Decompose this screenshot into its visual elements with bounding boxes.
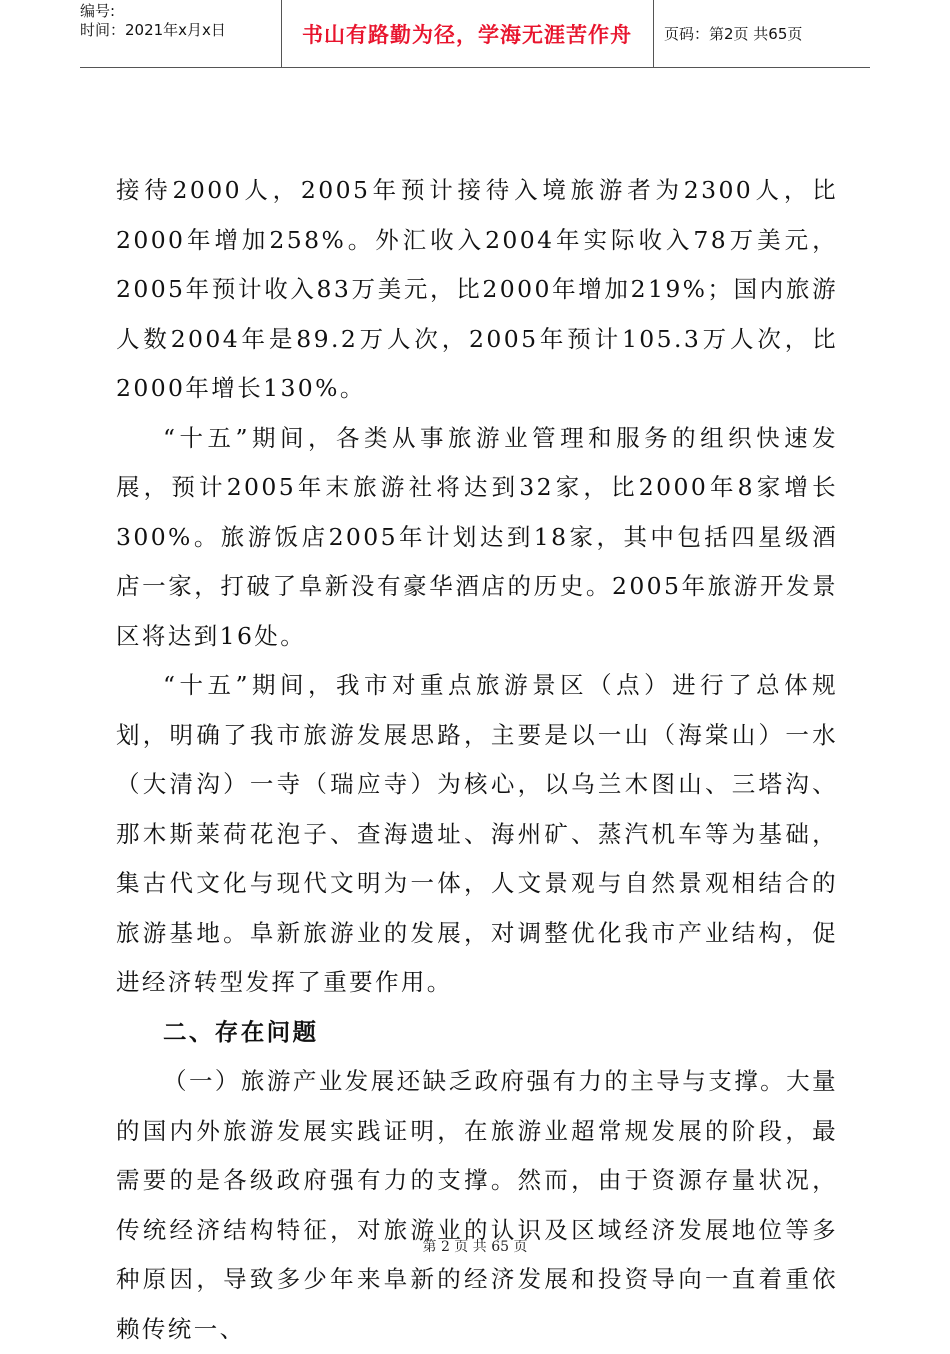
section-heading: 二、存在问题 — [163, 1017, 319, 1046]
page-footer: 第 2 页 共 65 页 — [422, 1239, 528, 1255]
body-paragraph-3: “十五”期间，我市对重点旅游景区（点）进行了总体规划，明确了我市旅游发展思路，主要是以一山（海棠山）一水（大清沟）一寺（瑞应寺）为核心，以乌兰木图山、三塔沟、那木斯莱荷花泡子、查海遗址、海州矿、蒸汽机车等为基础，集古代文化与现代文明为一体，人文景观与自然景观相结合的旅游基地。阜新旅游业的发展，对调整优化我市产业结构，促进经济转型发挥了重要作用。 — [116, 671, 838, 996]
body-paragraph-2: “十五”期间，各类从事旅游业管理和服务的组织快速发展，预计2005年末旅游社将达到32家，比2000年8家增长300%。旅游饭店2005年计划达到18家，其中包括四星级酒店一家，打破了阜新没有豪华酒店的历史。2005年旅游开发景区将达到16处。 — [116, 423, 838, 650]
document-body — [116, 166, 838, 1354]
header-number-label: 编号: — [80, 2, 116, 20]
page-header — [80, 0, 870, 68]
header-meta — [80, 2, 280, 40]
header-page-info: 页码：第2页 共65页 — [664, 25, 803, 43]
header-time-label: 时间：2021年x月x日 — [80, 21, 226, 39]
body-paragraph-1: 接待2000人，2005年预计接待入境旅游者为2300人，比2000年增加258%。外汇收入2004年实际收入78万美元，2005年预计收入83万美元，比2000年增加219%；国内旅游人数2004年是89.2万人次，2005年预计105.3万人次，比2000年增长130%。 — [116, 176, 838, 402]
header-motto: 书山有路勤为径，学海无涯苦作舟 — [302, 21, 632, 47]
header-divider-right — [653, 0, 654, 67]
section-paragraph: （一）旅游产业发展还缺乏政府强有力的主导与支撑。大量的国内外旅游发展实践证明，在旅游业超常规发展的阶段，最需要的是各级政府强有力的支撑。然而，由于资源存量状况，传统经济结构特征，对旅游业的认识及区域经济发展地位等多种原因，导致多少年来阜新的经济发展和投资导向一直着重依赖传统一、 — [116, 1067, 838, 1343]
